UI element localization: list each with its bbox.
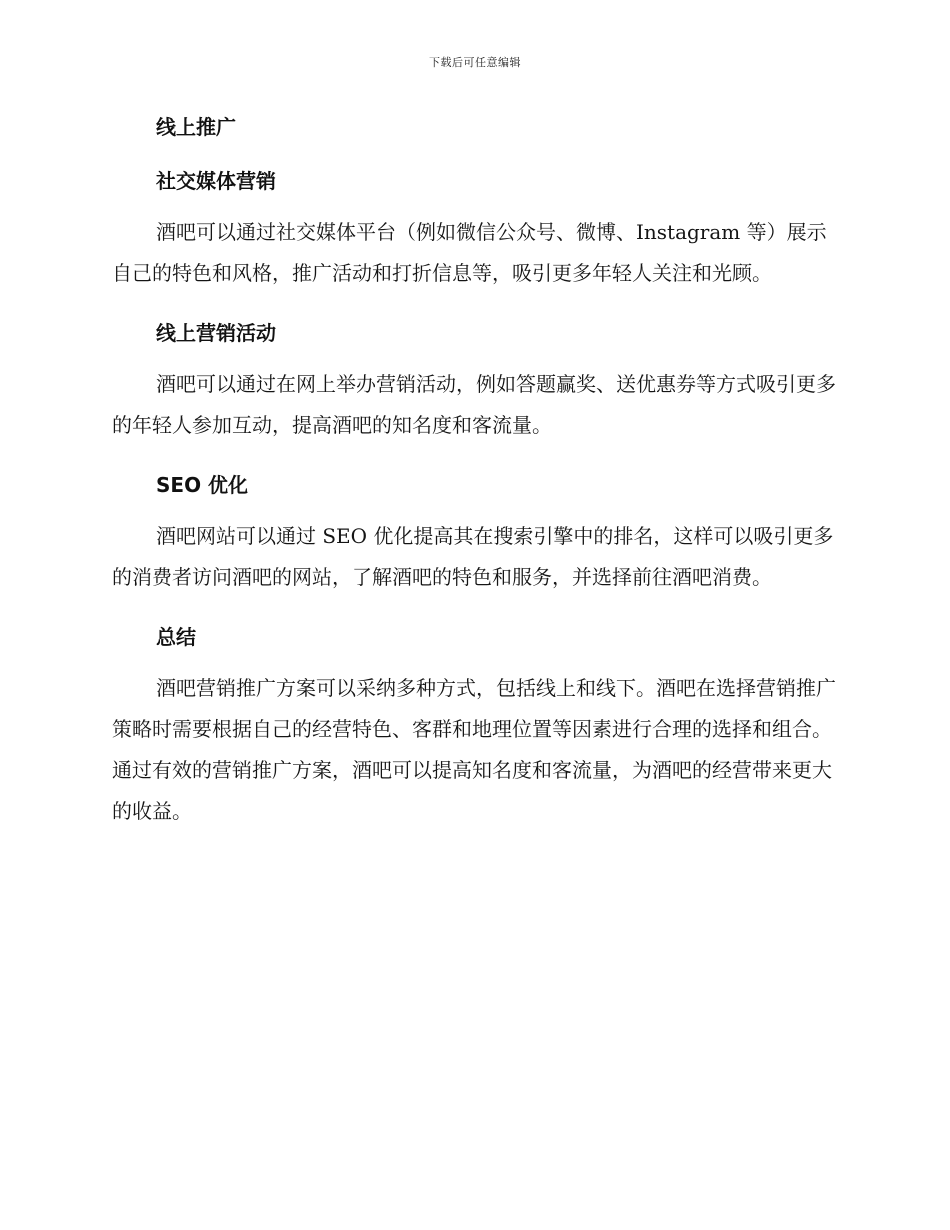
- paragraph-online-marketing-campaigns: 酒吧可以通过在网上举办营销活动，例如答题赢奖、送优惠券等方式吸引更多的年轻人参加互动，提高酒吧的知名度和客流量。: [112, 372, 836, 437]
- heading-seo-optimization: SEO 优化: [156, 473, 249, 497]
- document-body: [112, 110, 836, 832]
- heading-online-marketing-campaigns: 线上营销活动: [156, 321, 276, 345]
- heading-social-media-marketing: 社交媒体营销: [156, 169, 276, 193]
- header-note: 下载后可任意编辑: [429, 56, 521, 69]
- paragraph-social-media-marketing: 酒吧可以通过社交媒体平台（例如微信公众号、微博、Instagram 等）展示自己的特色和风格，推广活动和打折信息等，吸引更多年轻人关注和光顾。: [112, 220, 827, 285]
- paragraph-seo-optimization: 酒吧网站可以通过 SEO 优化提高其在搜索引擎中的排名，这样可以吸引更多的消费者访问酒吧的网站，了解酒吧的特色和服务，并选择前往酒吧消费。: [112, 524, 834, 589]
- paragraph-summary: 酒吧营销推广方案可以采纳多种方式，包括线上和线下。酒吧在选择营销推广策略时需要根据自己的经营特色、客群和地理位置等因素进行合理的选择和组合。通过有效的营销推广方案，酒吧可以提高知名度和客流量，为酒吧的经营带来更大的收益。: [112, 676, 836, 823]
- heading-summary: 总结: [156, 625, 196, 649]
- heading-online-promotion: 线上推广: [156, 115, 236, 139]
